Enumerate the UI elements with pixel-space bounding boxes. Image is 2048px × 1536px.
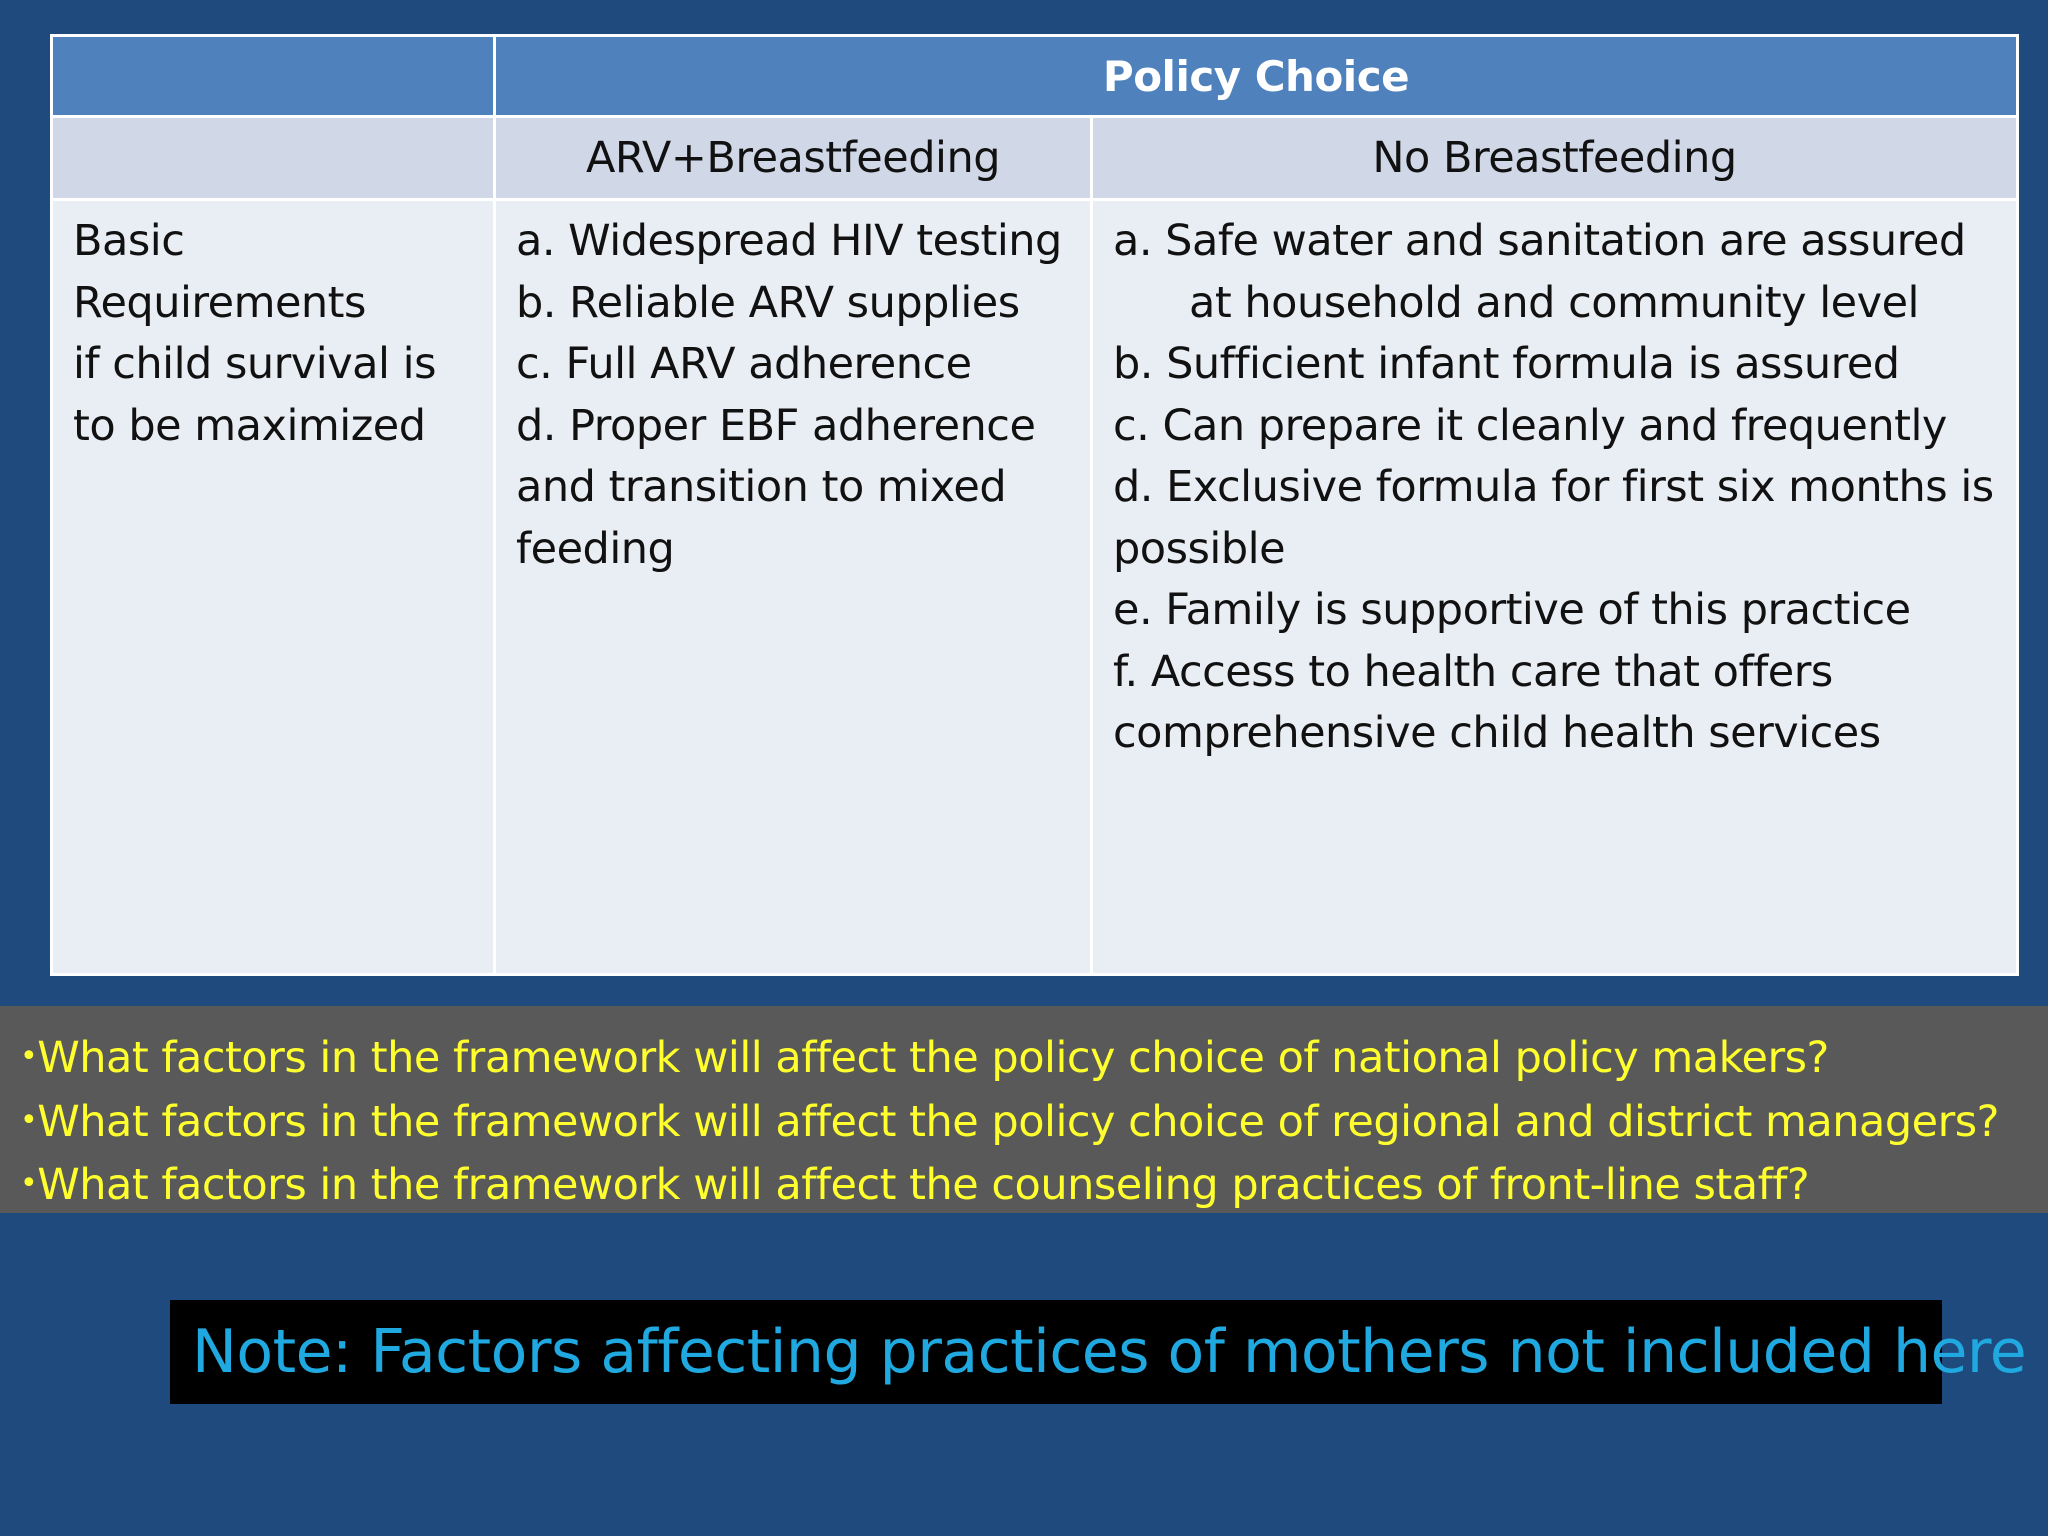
table-row-basic-requirements <box>52 200 2018 975</box>
column-header-arv-breastfeeding: ARV+Breastfeeding <box>495 117 1092 200</box>
requirement-line: c. Can prepare it cleanly and frequently <box>1113 400 1947 451</box>
requirement-line: a. Widespread HIV testing <box>516 216 1062 266</box>
question-text: What factors in the framework will affect the policy choice of national policy makers? <box>37 1033 1829 1083</box>
row-label-line: Requirements <box>73 277 366 328</box>
questions-list <box>0 1006 2048 1217</box>
note-text: Note: Factors affecting practices of mothers not included here <box>192 1317 2027 1387</box>
requirement-line: f. Access to health care that offers <box>1113 646 1833 697</box>
policy-choice-header: Policy Choice <box>495 36 2018 117</box>
row-label-cell <box>52 200 495 975</box>
requirement-line: d. Proper EBF adherence <box>516 400 1036 451</box>
question-item <box>20 1153 2048 1217</box>
question-text: What factors in the framework will affect the policy choice of regional and district managers? <box>37 1096 2000 1147</box>
requirement-line: possible <box>1113 523 1286 574</box>
requirement-line: e. Family is supportive of this practice <box>1113 585 1911 635</box>
policy-choice-table <box>50 34 2019 976</box>
requirement-line: c. Full ARV adherence <box>516 339 972 389</box>
requirement-line: d. Exclusive formula for first six months is <box>1113 462 1994 512</box>
bullet-icon: • <box>20 1166 38 1201</box>
column-header-no-breastfeeding: No Breastfeeding <box>1092 117 2018 200</box>
note-box <box>170 1300 2027 1404</box>
row-label-line: if child survival is <box>73 339 436 389</box>
requirement-line: a. Safe water and sanitation are assured <box>1113 216 1966 266</box>
requirement-line: and transition to mixed <box>516 462 1007 512</box>
subheader-empty-cell <box>52 117 495 200</box>
row-label-line: Basic <box>73 216 185 266</box>
row-label-line: to be maximized <box>73 400 426 451</box>
requirement-line: feeding <box>516 523 675 574</box>
question-text: What factors in the framework will affect the counseling practices of front-line staff? <box>37 1160 1810 1210</box>
discussion-questions-band <box>0 1006 2048 1213</box>
table-subheader-row <box>52 117 2018 200</box>
arv-breastfeeding-requirements-cell <box>495 200 1092 975</box>
bullet-icon: • <box>20 1102 38 1138</box>
question-item <box>20 1090 2048 1154</box>
requirement-line: comprehensive child health services <box>1113 708 1881 758</box>
requirement-line: b. Sufficient infant formula is assured <box>1113 339 1900 389</box>
table-header-row <box>52 36 2018 117</box>
no-breastfeeding-requirements-cell <box>1092 200 2018 975</box>
requirement-line: at household and community level <box>1189 277 1919 328</box>
question-item <box>20 1026 2048 1090</box>
bullet-icon: • <box>20 1039 38 1074</box>
requirement-line: b. Reliable ARV supplies <box>516 277 1020 328</box>
header-empty-cell <box>52 36 495 117</box>
